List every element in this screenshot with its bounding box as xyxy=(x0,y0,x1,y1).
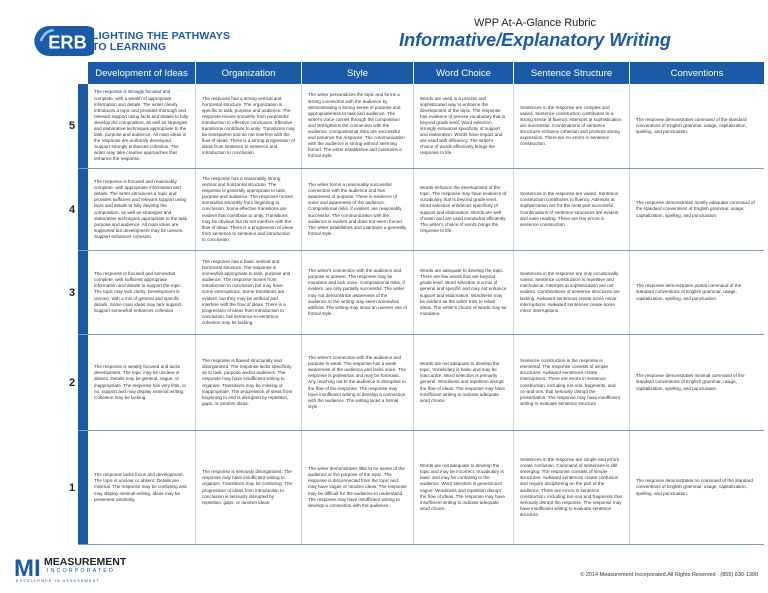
score-label: 2 xyxy=(68,376,76,389)
rubric-cell xyxy=(88,84,196,168)
rubric-cell-text: Sentences in the response are complex and varied. Sentence construction contributes to a strong sense of fluency. Attempts at sophistication are successful. Combinations of sentence structures enhance cohesion and promote strong expression. There are no errors in sentence construction. xyxy=(520,104,622,147)
rubric-cell xyxy=(302,335,414,430)
rubric-row-score-2 xyxy=(68,335,764,431)
rubric-cell-text: The response has a basic vertical and horizontal structure. The response is somewhat appropriate to task, purpose and audience. The response moves from introduction to conclusion but may have some interruptions. Some transitions are evident, but they may be artificial and interfere with the flow of ideas. There is a progression of ideas from introduction to conclusion, but sentence-to-sentence cohesion may be lacking. xyxy=(202,258,291,325)
score-label: 1 xyxy=(68,481,76,494)
rubric-row-score-4 xyxy=(68,169,764,251)
rubric-cell xyxy=(414,335,514,430)
score-label: 4 xyxy=(68,203,76,216)
rubric-cell-text: The writer personalizes the topic and forms a strong connection with the audience by demonstrating a strong sense of purpose and appropriateness to task and audience. The writer's voice carries through the composition and strengthens the connection with the audience. Compositional risks are successful and enhance the response. The communication with the audience is strong without seeming forced. The writer establishes and maintains a formal style. xyxy=(308,92,405,159)
rubric-cell xyxy=(196,84,302,168)
footer-logo-sub: INCORPORATED xyxy=(47,568,115,574)
rubric-cell xyxy=(630,84,764,168)
rubric-cell-text: Sentences in the response are varied. Sentence construction contributes to fluency. Attempts at sophistication are for the most part successful. Combinations of sentence structures are evident and ease reading. There are few errors in sentence construction. xyxy=(520,191,619,227)
rubric-cell-text: The response demonstrates command of the standard conventions of English grammar, usage, capitalization, spelling, and punctuation. xyxy=(636,116,747,135)
rubric-cell xyxy=(514,84,630,168)
header xyxy=(0,0,768,62)
rubric-cell xyxy=(514,431,630,544)
tagline-line-1: LIGHTING THE PATHWAYS xyxy=(92,30,231,42)
rubric-cell-text: Sentences in the response are simple and errors create confusion. Command of sentences is still emerging. The response consists of simple structures. Awkward sentences create confusion and require deciphering on the part of the audience. There are errors in sentence construction, including run-ons and fragments that seriously disrupt the response. The response may have insufficient writing to evaluate sentence structure. xyxy=(520,457,622,517)
tagline-line-2: TO LEARNING xyxy=(92,41,167,53)
score-bar xyxy=(78,84,88,168)
rubric-cell xyxy=(414,431,514,544)
rubric-cell xyxy=(514,251,630,334)
rubric-cell xyxy=(88,335,196,430)
footer-logo-text: MEASUREMENT xyxy=(44,556,127,568)
footer-logo-tagline: EXCELLENCE IN ASSESSMENT xyxy=(16,578,100,583)
rubric-cell-text: Words are not adequate to develop the topic. Vocabulary is basic and may be inaccurate. Word selection is primarily general. Wordiness and repetition disrupt the flow of ideas. The response may have insufficient writing to indicate adequate word choice. xyxy=(420,361,505,403)
rubric-cell xyxy=(630,431,764,544)
column-header-organization: Organization xyxy=(196,62,302,84)
column-header-conventions: Conventions xyxy=(630,62,764,84)
rubric-cell-text: The writer demonstrates little to no sense of the audience or the purpose of the topic. The response is disconnected from the topic and may have vague or random ideas. The response may be difficult for the audience to understand. The response may have insufficient writing to develop a connection with the audience. xyxy=(308,466,407,508)
rubric-cell xyxy=(414,169,514,250)
column-header-word-choice: Word Choice xyxy=(414,62,514,84)
score-bar xyxy=(78,335,88,430)
rubric-cell xyxy=(630,251,764,334)
erb-logo-icon xyxy=(24,26,94,56)
column-header-sentence-structure: Sentence Structure xyxy=(514,62,630,84)
rubric-cell xyxy=(514,335,630,430)
rubric-cell-text: The response demonstrates mostly adequate command of the standard conventions of English grammar, usage, capitalization, spelling, and punctuation. xyxy=(636,200,755,218)
rubric-cell xyxy=(630,169,764,250)
rubric-cell xyxy=(88,169,196,250)
rubric-cell-text: Sentence construction in the response is elemental. The response consists of simple structures. Awkward sentences create interruptions. There are errors in sentence construction, including run-ons, fragments, and on-and-ons, that seriously disrupt the presentation. The response may have insufficient writing to evaluate sentence structure. xyxy=(520,358,620,406)
score-label: 3 xyxy=(68,286,76,299)
rubric-cell-text: The response is focused and reasonably complete, with appropriate information and details. The writer introduces a topic and provides sufficient and relevant support using facts and details to fully develop the composition, as well as strategies and elaborative techniques appropriate to the task, purpose and audience. All main ideas are supported but development may be uneven. Support enhances cohesion. xyxy=(94,179,189,239)
rubric-cell xyxy=(302,84,414,168)
rubric-cell xyxy=(630,335,764,430)
rubric-cell-text: The response is focused and somewhat complete, with sufficient appropriate information and details to support the topic. The topic may lack clarity. Development is uneven, with a mix of general and specific details. Some main ideas may lack support. Support somewhat enhances cohesion. xyxy=(94,271,183,313)
score-bar xyxy=(78,169,88,250)
pre-title: WPP At-A-Glance Rubric xyxy=(473,17,597,29)
erb-brand-text: ERB xyxy=(48,32,87,53)
rubric-cell-text: The response lacks focus and development. The topic is unclear or absent. Details are minimal. The response may be confusing and may display minimal writing. Ideas may be presented randomly. xyxy=(94,472,187,502)
rubric-cell xyxy=(414,251,514,334)
rubric-cell-text: The response demonstrates minimal command of the standard conventions of English grammar, usage, capitalization, spelling, and punctuation. xyxy=(636,373,745,391)
rubric-cell-text: The response is strongly focused and complete, with a wealth of appropriate information and details. The writer clearly introduces a topic and provides thorough and relevant support using facts and details to fully develop the composition, as well as strategies and elaborative techniques appropriate to the task, purpose and audience. All main ideas in the response are uniformly developed. Support strongly enhances cohesion. The writer may take creative approaches that enhance the response. xyxy=(94,89,189,162)
footer-logo xyxy=(14,548,164,593)
score-bar xyxy=(78,251,88,334)
rubric-cell-text: Words are used in a precise and sophisticated way to enhance the development of the topic. The response has evidence of precise vocabulary that is beyond grade level. Word selection strongly enhances specificity of support and elaboration. Words have impact and are used with efficiency. The writer's choice of words effectively brings the response to life. xyxy=(420,95,506,156)
rubric-row-score-3 xyxy=(68,251,764,335)
rubric-cell xyxy=(88,251,196,334)
rubric-cell-text: Words are not adequate to develop the topic and may be incorrect. Vocabulary is basic and may be confusing to the audience. Word selection is general and vague. Wordiness and repetition disrupt the flow of ideas. The response may have insufficient writing to indicate adequate word choice. xyxy=(420,463,505,511)
rubric-cell xyxy=(196,335,302,430)
rubric-cell xyxy=(196,169,302,250)
rubric-cell xyxy=(302,169,414,250)
rubric-cell-text: The response has a strong vertical and horizontal structure. The organization is specific to task, purpose and audience. The response moves smoothly from purposeful introduction to effective conclusion. Effective transitions contribute to unity. Transitions may be transparent and do not interfere with the flow of ideas. There is a strong progression of ideas from sentence to sentence and introduction to conclusion. xyxy=(202,95,295,156)
rubric-cell-text: The response demonstrates partial command of the standard conventions of English grammar, usage, capitalization, spelling, and punctuation. xyxy=(636,283,742,301)
rubric-cell-text: The response is flawed structurally and disorganized. The response lacks specificity as to task, purpose and/or audience. The response may have insufficient writing to organize. Transitions may be missing or inappropriate. The progression of ideas from beginning to end is disrupted by repetition, gaps, or random ideas. xyxy=(202,358,293,406)
score-bar xyxy=(78,431,88,544)
rubric-row-score-1 xyxy=(68,431,764,545)
page-title: Informative/Explanatory Writing xyxy=(399,30,671,50)
rubric-cell-text: Words are adequate to develop the topic. There are few words that are beyond grade level. Word selection is a mix of general and specific and may not enhance support and elaboration. Wordiness may be evident as the writer tries to relate ideas. The writer's choice of words may be mundane. xyxy=(420,268,507,316)
copyright: © 2014 Measurement Incorporated.All Rights Reserved · (855) 830-1390 xyxy=(580,572,758,578)
rubric-cell-text: The response has a reasonably strong vertical and horizontal structure. The response is generally appropriate to task, purpose and audience. The response moves somewhat smoothly from beginning to conclusion. Some effective transitions are evident that contribute to unity. Transitions may be obvious but do not interfere with the flow of ideas. There is a progression of ideas from sentence to sentence and introduction to conclusion. xyxy=(202,175,294,242)
rubric-cell-text: The response demonstrates no command of the standard conventions of English grammar, usage, capitalization, spelling, and punctuation. xyxy=(636,478,753,496)
rubric-row-score-5 xyxy=(68,84,764,169)
rubric-cell xyxy=(302,251,414,334)
rubric-cell-text: Sentences in the response are only occasionally varied. Sentence construction is repetitive and mechanical. Attempts at sophistication are not evident. Combinations of sentence structures are lacking. Awkward sentences create some minor interruptions. Awkward sentences create some minor interruptions. xyxy=(520,271,620,313)
rubric-cell xyxy=(514,169,630,250)
rubric-cell-text: The writer forms a reasonably successful connection with the audience and has awareness of purpose. There is evidence of voice and awareness of the audience. Compositional risks, if evident, are reasonably successful. The communication with the audience is evident and does not seem forced. The writer establishes and maintains a generally formal style. xyxy=(308,182,407,236)
score-label: 5 xyxy=(68,120,76,132)
column-header-style: Style xyxy=(302,62,414,84)
tagline xyxy=(92,31,230,53)
svg-text:MI: MI xyxy=(14,555,41,582)
rubric-cell-text: Words enhance the development of the topic. The response may have evidence of vocabulary that is beyond grade level. Word selection enhances specificity of support and elaboration. Words are well chosen and are used somewhat efficiently. The writer's choice of words brings the response to life. xyxy=(420,185,507,233)
rubric-table xyxy=(68,62,764,545)
rubric-cell-text: The writer's connection with the audience and purpose is uneven. The response may be mundane and lack voice. Compositional risks, if evident, are only partially successful. The writer may not demonstrate awareness of the audience or the writing may seem somewhat artificial. The writing may show an uneven use of formal style. xyxy=(308,268,407,316)
rubric-cell xyxy=(196,431,302,544)
rubric-cell-text: The response is weakly focused and lacks development. The topic may be unclear or absent. Details may be general, vague, or inappropriate. The response has very little, or no, support and may display minimal writing. Cohesion may be lacking. xyxy=(94,364,187,400)
column-header-development: Development of Ideas xyxy=(88,62,196,84)
rubric-cell xyxy=(302,431,414,544)
rubric-cell-text: The response is seriously disorganized. The response may have insufficient writing to organize. Transitions may be confusing. The progression of ideas from introduction to conclusion is seriously disrupted by repetition, gaps, or random ideas. xyxy=(202,469,293,505)
rubric-cell xyxy=(414,84,514,168)
rubric-cell-text: The writer's connection with the audience and purpose is weak. The response has a weak awareness of the audience and lacks voice. The response is pedestrian and may be formulaic. Any reaching out to the audience is disruptive to the flow of the response. The response may have insufficient writing to develop a connection with the audience. The writing lacks a formal style. xyxy=(308,355,406,409)
rubric-cell xyxy=(88,431,196,544)
rubric-cell xyxy=(196,251,302,334)
